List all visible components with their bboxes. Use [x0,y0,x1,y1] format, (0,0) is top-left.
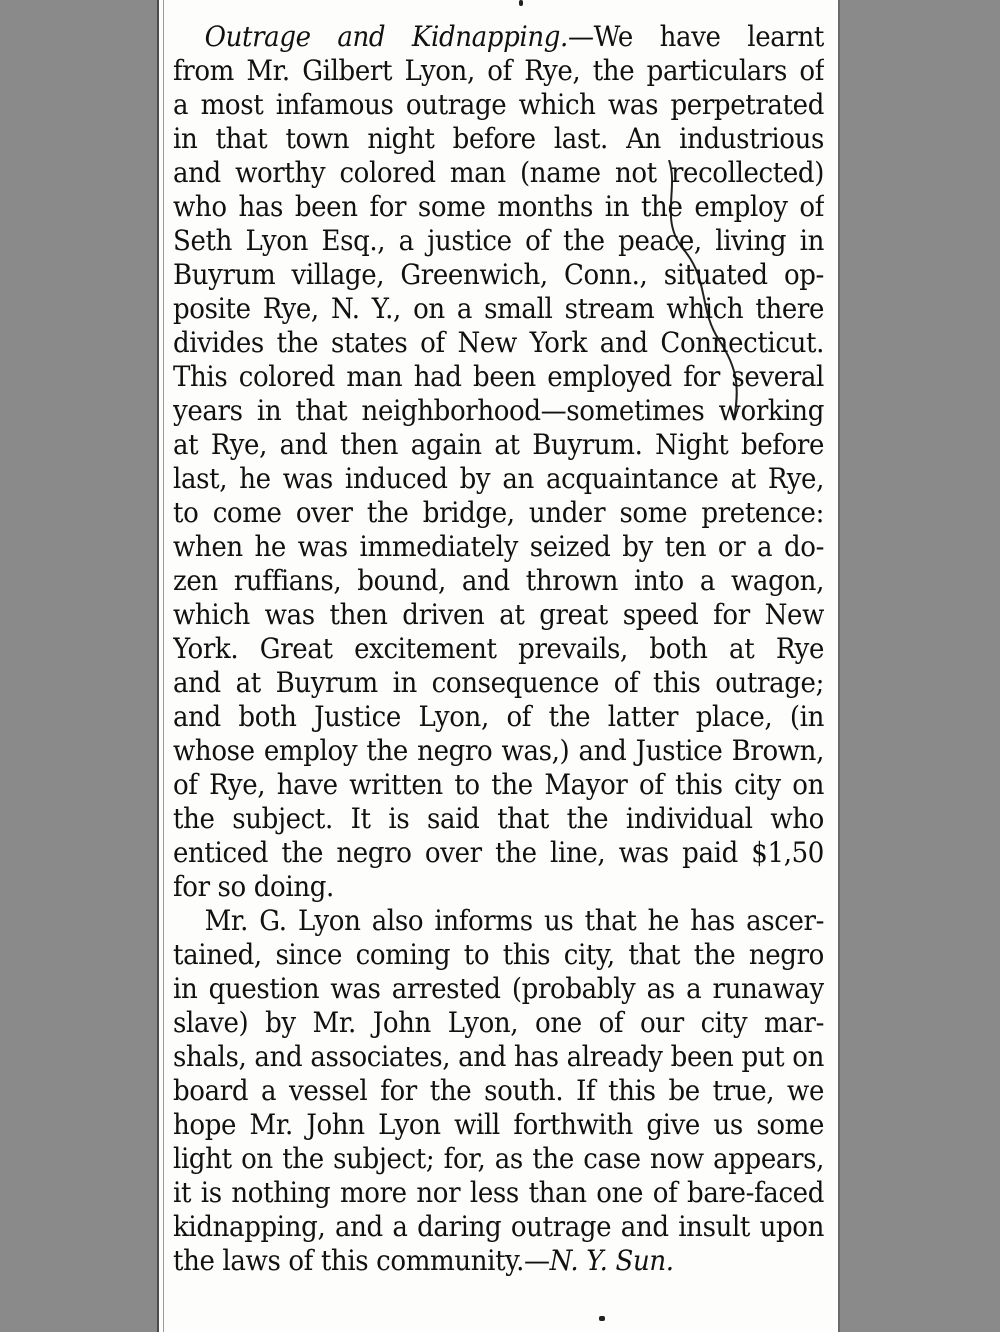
article-line-0: —We have learnt [567,20,824,53]
article-body [173,20,825,1278]
article-line: years in that neighborhood—sometimes working [173,394,824,427]
article-line: from Mr. Gilbert Lyon, of Rye, the particulars of [173,54,824,87]
article-line: the subject. It is said that the individual who [173,802,824,835]
article-line: and both Justice Lyon, of the latter place, (in [173,700,824,733]
column-rule [163,0,164,1332]
article-line: tained, since coming to this city, that the negro [173,938,824,971]
article-line-final [173,1244,824,1278]
article-line: and worthy colored man (name not recollected) [173,156,824,189]
article-line: Seth Lyon Esq., a justice of the peace, living in [173,224,824,257]
article-line: divides the states of New York and Connecticut. [173,326,824,359]
article-line: in question was arrested (probably as a runaway [173,972,824,1005]
article-line: light on the subject; for, as the case now appears, [173,1142,824,1175]
article-line: and at Buyrum in consequence of this outrage; [173,666,824,699]
article-line: whose employ the negro was,) and Justice Brown, [173,734,824,767]
article-line: slave) by Mr. John Lyon, one of our city mar- [173,1006,824,1039]
article-line: last, he was induced by an acquaintance at Rye, [173,462,824,495]
article-line: at Rye, and then again at Buyrum. Night before [173,428,824,461]
headline: Outrage and Kidnapping. [204,20,568,53]
article-line: York. Great excitement prevails, both at Rye [173,632,824,665]
article-line: when he was immediately seized by ten or a do- [173,530,824,563]
article-line: to come over the bridge, under some pretence: [173,496,824,529]
article-line: a most infamous outrage which was perpetrated [173,88,824,121]
newspaper-column [157,0,840,1332]
article-line: hope Mr. John Lyon will forthwith give us some [173,1108,824,1141]
ink-speck [599,1316,605,1321]
article-line: This colored man had been employed for several [173,360,824,393]
article-line: it is nothing more nor less than one of bare-faced [173,1176,824,1209]
ink-speck [519,0,523,6]
article-line: of Rye, have written to the Mayor of this city on [173,768,824,801]
article-line: posite Rye, N. Y., on a small stream which there [173,292,824,325]
article-line: Buyrum village, Greenwich, Conn., situated op- [173,258,824,291]
source-credit: N. Y. Sun. [549,1244,674,1277]
article-line: in that town night before last. An industrious [173,122,824,155]
article-line: board a vessel for the south. If this be true, we [173,1074,824,1107]
article-line: which was then driven at great speed for New [173,598,824,631]
article-line: kidnapping, and a daring outrage and insult upon [173,1210,824,1243]
article-line: zen ruffians, bound, and thrown into a wagon, [173,564,824,597]
article-line: the laws of this community.— [173,1244,550,1277]
article-line: who has been for some months in the employ of [173,190,824,223]
article-line-first [173,20,824,54]
article-line: shals, and associates, and has already been put on [173,1040,824,1073]
article-line: for so doing. [173,870,334,903]
article-line: enticed the negro over the line, was paid $1,50 [173,836,824,869]
article-line: Mr. G. Lyon also informs us that he has ascer- [204,904,824,937]
